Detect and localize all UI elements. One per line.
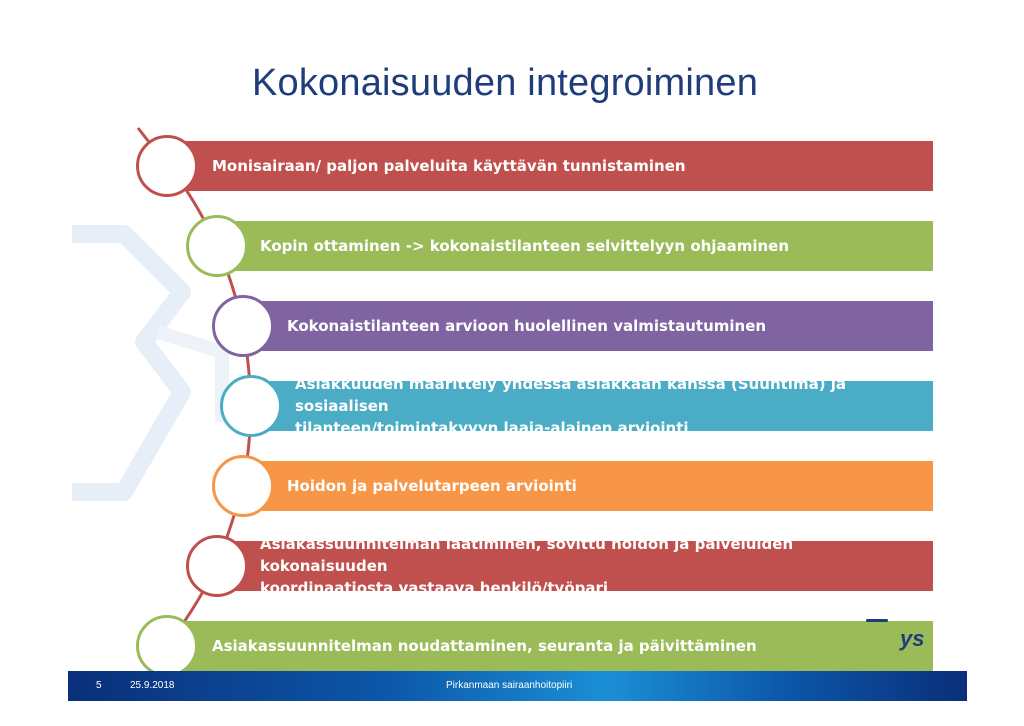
step-4-label: Asiakkuuden määrittely yhdessä asiakkaan kanssa (Suuntima) ja sosiaalisen tilanteen/toimintakyvyn laaja-alainen arviointi xyxy=(295,375,847,437)
slide-title: Kokonaisuuden integroiminen xyxy=(251,62,759,104)
step-6-label: Asiakassuunnitelman laatiminen, sovittu hoidon ja palveluiden kokonaisuuden koordinaatiosta vastaava henkilö/työpari xyxy=(260,535,794,597)
step-3-circle-icon xyxy=(212,295,274,357)
step-1-label: Monisairaan/ paljon palveluita käyttävän tunnistaminen xyxy=(212,157,686,175)
step-6 xyxy=(217,535,933,597)
step-3 xyxy=(243,301,933,351)
step-7-circle-icon xyxy=(136,615,198,677)
step-5 xyxy=(243,461,933,511)
step-6-circle-icon xyxy=(186,535,248,597)
step-2-circle-icon xyxy=(186,215,248,277)
step-4-circle-icon xyxy=(220,375,282,437)
step-4 xyxy=(251,375,933,437)
page-number: 5 xyxy=(96,680,102,691)
footer-date: 25.9.2018 xyxy=(130,680,175,691)
footer-bar xyxy=(68,671,967,701)
footer-organization: Pirkanmaan sairaanhoitopiiri xyxy=(446,680,573,691)
step-3-label: Kokonaistilanteen arvioon huolellinen valmistautuminen xyxy=(287,317,767,335)
step-2-label: Kopin ottaminen -> kokonaistilanteen selvittelyyn ohjaaminen xyxy=(260,237,789,255)
logo-accent-icon xyxy=(866,619,888,622)
step-1 xyxy=(167,141,933,191)
step-5-circle-icon xyxy=(212,455,274,517)
step-5-label: Hoidon ja palvelutarpeen arviointi xyxy=(287,477,577,495)
logo-fragment: ys xyxy=(900,626,925,651)
step-7 xyxy=(167,621,933,671)
step-7-label: Asiakassuunnitelman noudattaminen, seuranta ja päivittäminen xyxy=(212,637,757,655)
step-1-circle-icon xyxy=(136,135,198,197)
step-2 xyxy=(217,221,933,271)
